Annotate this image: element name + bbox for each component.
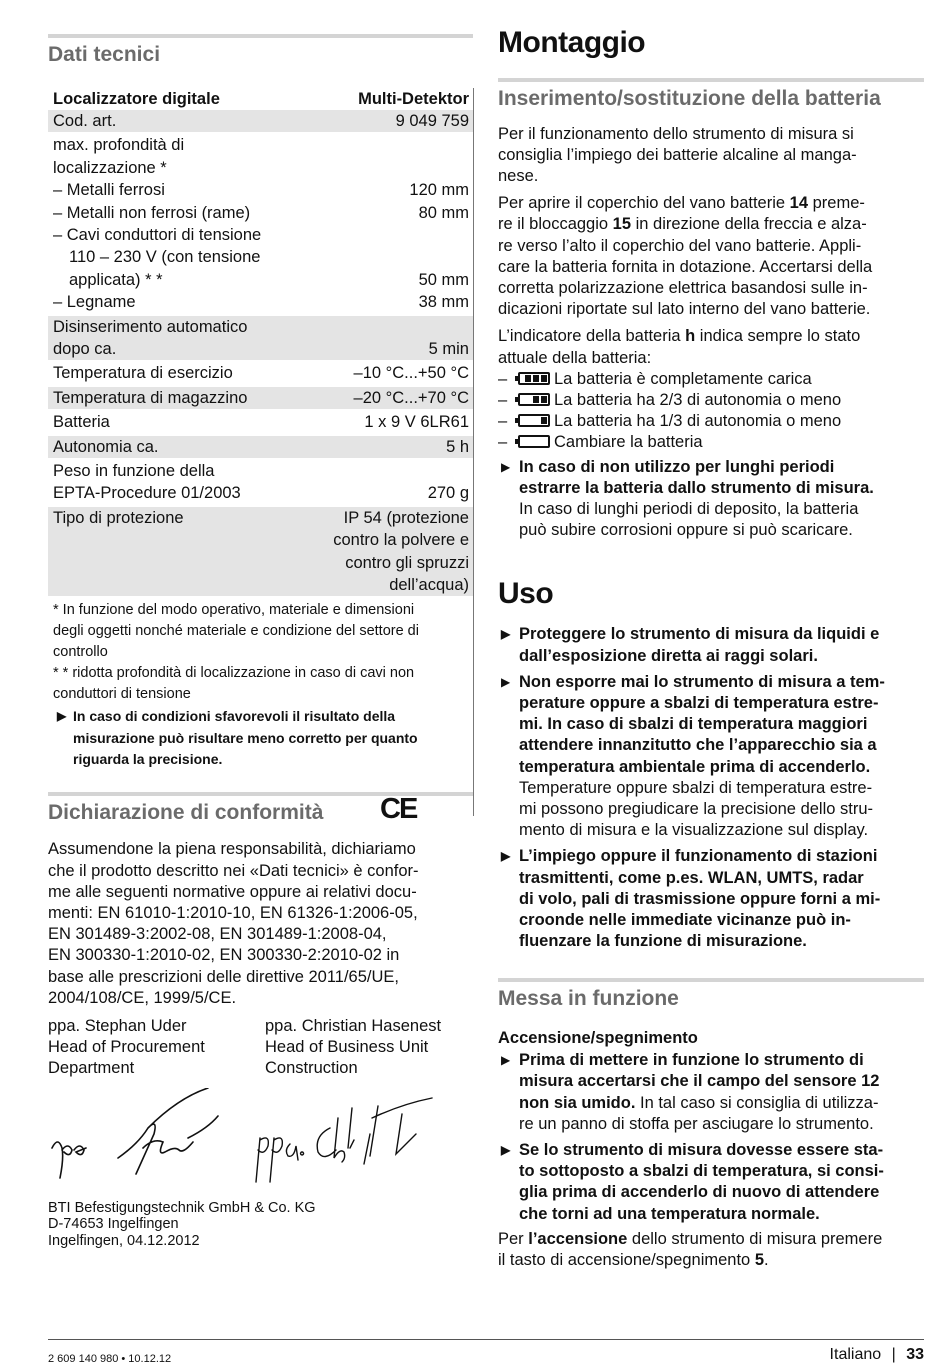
title-uso: Uso <box>498 577 554 611</box>
signature-1 <box>52 1088 218 1178</box>
footnote-line: controllo <box>53 644 108 661</box>
spec-row <box>48 435 473 459</box>
bullet-line: che torni ad una temperatura normale. <box>519 1204 820 1223</box>
bullet-line: glia prima di accenderlo di nuovo di attendere <box>519 1183 880 1202</box>
bullet-line: to sottoposto a sbalzi di temperatura, si consi- <box>519 1162 884 1181</box>
conformita-title-text: Dichiarazione di conformità <box>48 800 324 824</box>
bullet-line: Se lo strumento di misura dovesse essere sta- <box>519 1140 884 1159</box>
text-line: Per il funzionamento dello strumento di misura si <box>498 124 854 143</box>
signer-role: Department <box>48 1059 135 1078</box>
spec-label: Tipo di protezione <box>48 506 303 529</box>
signers <box>48 1016 473 1080</box>
spec-label: applicata) * * <box>69 270 163 289</box>
text-line <box>498 1250 924 1271</box>
dash-marker: – <box>498 412 508 431</box>
battery-level-list <box>498 369 924 454</box>
spec-value <box>303 224 473 246</box>
text-line: menti: EN 61010-1:2010-10, EN 61326-1:2006-05, <box>48 904 418 923</box>
page-number: 33 <box>906 1346 924 1363</box>
text-fragment: indica sempre lo stato <box>695 327 861 346</box>
footer-doc-number: 2 609 140 980 • 10.12.12 <box>48 1353 172 1365</box>
montaggio-p1 <box>498 124 924 188</box>
battery-note <box>498 457 924 542</box>
text-line: che il prodotto descritto nei «Dati tecnici» è confor- <box>48 861 419 880</box>
column-divider <box>473 88 474 816</box>
spec-value <box>303 315 473 338</box>
spec-label: Cod. art. <box>48 110 303 133</box>
dash-marker: – <box>498 390 508 409</box>
spec-row <box>48 410 473 434</box>
note-line: In caso di non utilizzo per lunghi periodi <box>519 457 835 476</box>
signature-2 <box>256 1098 432 1182</box>
text-line <box>498 236 924 257</box>
footnote-line: degli oggetti nonché materiale e condizione del settore di <box>53 623 419 640</box>
messa-bullet-2 <box>498 1140 924 1225</box>
bullet-line: Prima di mettere in funzione lo strumento di <box>519 1051 864 1070</box>
spec-row <box>48 246 473 268</box>
footnote-line: * * ridotta profondità di localizzazione in caso di cavi non <box>53 665 415 682</box>
montaggio-p3 <box>498 326 924 368</box>
footer-page <box>830 1344 924 1365</box>
battery-level-text: La batteria ha 1/3 di autonomia o meno <box>554 412 842 431</box>
text-line <box>498 257 924 278</box>
spec-value: 5 h <box>303 435 473 459</box>
signer-role: Construction <box>265 1059 358 1078</box>
spec-label: – Legname <box>53 293 136 312</box>
bold-fragment: 5 <box>754 1250 765 1269</box>
signer-role: Head of Business Unit <box>265 1038 429 1057</box>
spec-header-value: Multi-Detektor <box>358 89 469 108</box>
dash-marker: – <box>498 433 508 452</box>
spec-value: –20 °C...+70 °C <box>303 386 473 410</box>
spec-label: Peso in funzione della <box>48 459 303 482</box>
bullet-line: mi possono pregiudicare la precisione dello stru- <box>519 799 874 818</box>
dash-marker: – <box>498 369 508 388</box>
text-fragment: L’indicatore della batteria <box>498 327 686 346</box>
bullet-line: Non esporre mai lo strumento di misura a tem- <box>519 672 885 691</box>
footer-separator: | <box>891 1346 896 1363</box>
bullet-line: re un panno di stoffa per asciugare lo strumento. <box>519 1114 874 1133</box>
spec-table-wrap <box>48 88 473 771</box>
bullet-line: trasmittenti, come p.es. WLAN, UMTS, radar <box>519 868 864 887</box>
bold-fragment: 15 <box>612 215 632 234</box>
spec-row <box>48 179 473 201</box>
company-date: Ingelfingen, 04.12.2012 <box>48 1232 200 1249</box>
spec-row <box>48 269 473 291</box>
footnote-line: conduttori di tensione <box>53 686 191 703</box>
spec-value: contro la polvere e <box>303 529 473 551</box>
note-line: estrarre la batteria dallo strumento di misura. <box>519 478 874 497</box>
battery-level-item <box>498 369 924 390</box>
spec-row <box>48 552 473 574</box>
bold-fragment: h <box>685 327 696 346</box>
spec-value: IP 54 (protezione <box>303 506 473 529</box>
ce-mark-icon: CE <box>380 792 417 825</box>
signer-name: ppa. Christian Hasenest <box>265 1017 442 1036</box>
triangle-bullet-icon: ▶ <box>501 1053 511 1068</box>
spec-row <box>48 361 473 385</box>
text-line <box>498 193 924 214</box>
triangle-bullet-icon: ▶ <box>501 627 511 642</box>
bullet-line: croonde nelle immediate vicinanze può in- <box>519 911 851 929</box>
bullet-line: dall’esposizione diretta ai raggi solari. <box>519 646 818 665</box>
spec-label: – Metalli non ferrosi (rame) <box>53 203 251 222</box>
battery-icon <box>518 393 550 406</box>
bullet-line: Proteggere lo strumento di misura da liquidi e <box>519 625 880 644</box>
spec-table <box>48 88 473 597</box>
bullet-line: Temperature oppure sbalzi di temperatura estre- <box>519 778 873 797</box>
text-line <box>498 278 924 299</box>
text-fragment: in direzione della freccia e alza- <box>631 215 867 234</box>
spec-row <box>48 574 473 596</box>
bold-fragment: 14 <box>789 194 809 213</box>
text-fragment: il tasto di accensione/spegnimento <box>498 1250 755 1269</box>
text-line: base alle prescrizioni delle direttive 2011/65/UE, <box>48 967 399 986</box>
battery-level-item <box>498 390 924 411</box>
subheading-accensione: Accensione/spegnimento <box>498 1028 698 1047</box>
warning-line: riguarda la precisione. <box>73 751 223 768</box>
bold-fragment: non sia umido. <box>519 1093 636 1112</box>
spec-row <box>48 459 473 482</box>
footnote-line: * In funzione del modo operativo, materiale e dimensioni <box>53 602 415 619</box>
text-fragment: re il bloccaggio <box>498 215 613 234</box>
spec-value: 120 mm <box>409 181 469 200</box>
spec-label: Disinserimento automatico <box>48 315 303 338</box>
spec-row <box>48 133 473 156</box>
spec-header-row <box>48 88 473 110</box>
spec-value: 5 min <box>303 338 473 361</box>
bullet-line: misura accertarsi che il campo del sensore 12 <box>519 1072 880 1091</box>
section-title-batteria: Inserimento/sostituzione della batteria <box>498 78 924 110</box>
battery-icon <box>518 372 550 385</box>
battery-level-text: La batteria ha 2/3 di autonomia o meno <box>554 390 842 409</box>
warning-line: misurazione può risultare meno corretto per quanto <box>73 729 418 746</box>
spec-value: 80 mm <box>418 203 469 222</box>
text-line <box>498 348 924 369</box>
spec-label: Autonomia ca. <box>48 435 303 459</box>
spec-value: –10 °C...+50 °C <box>303 361 473 385</box>
spec-row <box>48 529 473 551</box>
battery-icon <box>518 435 550 448</box>
text-fragment: Per <box>498 1229 529 1248</box>
spec-value: 38 mm <box>418 293 469 312</box>
spec-label: Temperatura di esercizio <box>48 361 303 385</box>
footer-language: Italiano <box>829 1346 882 1363</box>
battery-level-text: Cambiare la batteria <box>554 433 703 452</box>
bullet-line: mi. In caso di sbalzi di temperatura maggiori <box>519 715 868 734</box>
bullet-line: temperatura ambientale prima di accenderlo. <box>519 757 871 776</box>
triangle-bullet-icon: ▶ <box>57 709 67 724</box>
bullet-line <box>519 1093 924 1114</box>
section-title-dati-tecnici: Dati tecnici <box>48 34 473 66</box>
triangle-bullet-icon: ▶ <box>501 849 511 864</box>
note-line: può subire corrosioni oppure si può scaricare. <box>519 521 853 540</box>
left-column <box>48 0 473 1249</box>
spec-value: 270 g <box>427 484 469 503</box>
text-line: EN 301489-3:2002-08, EN 301489-1:2008-04, <box>48 925 387 944</box>
text-fragment: Per aprire il coperchio del vano batterie <box>498 194 790 213</box>
text-line <box>498 326 924 347</box>
company-name: BTI Befestigungstechnik GmbH & Co. KG <box>48 1199 316 1216</box>
spec-row <box>48 157 473 179</box>
text-line: Assumendone la piena responsabilità, dichiariamo <box>48 840 416 859</box>
section-title-messa: Messa in funzione <box>498 978 924 1010</box>
text-line <box>498 214 924 235</box>
spec-label: 110 – 230 V (con tensione <box>69 248 261 267</box>
spec-row <box>48 386 473 410</box>
signer-name: ppa. Stephan Uder <box>48 1017 187 1036</box>
spec-label: max. profondità di <box>48 133 303 156</box>
spec-label: dopo ca. <box>48 338 303 361</box>
bullet-line: L’impiego oppure il funzionamento di stazioni <box>519 847 878 866</box>
spec-row <box>48 506 473 529</box>
spec-row <box>48 482 473 505</box>
bullet-line: fluenzare la funzione di misurazione. <box>519 932 807 951</box>
battery-level-item <box>498 432 924 453</box>
spec-label <box>48 529 303 551</box>
triangle-bullet-icon: ▶ <box>501 1142 511 1157</box>
spec-value <box>303 459 473 482</box>
bullet-line: di volo, pali di trasmissione oppure forni a mi- <box>519 889 881 908</box>
text-fragment: care la batteria fornita in dotazione. Accertarsi della <box>498 257 873 276</box>
uso-bullet-1 <box>498 624 924 666</box>
conformita-text <box>48 839 473 1009</box>
text-fragment: dello strumento di misura premere <box>627 1229 883 1248</box>
title-montaggio: Montaggio <box>498 26 646 59</box>
text-fragment: . <box>764 1250 769 1269</box>
section-title-conformita <box>48 792 473 824</box>
spec-label <box>48 552 303 574</box>
montaggio-p2 <box>498 193 924 320</box>
spec-label: Temperatura di magazzino <box>48 386 303 410</box>
spec-label: EPTA-Procedure 01/2003 <box>53 484 241 503</box>
right-column <box>498 0 924 1271</box>
spec-header-label: Localizzatore digitale <box>53 89 220 108</box>
spec-label: Batteria <box>48 410 303 434</box>
signer-1 <box>48 1016 265 1080</box>
spec-label: localizzazione * <box>53 158 167 177</box>
text-line: nese. <box>498 166 539 185</box>
bullet-line: attendere innanzitutto che l’apparecchio sia a <box>519 736 877 755</box>
spec-label: – Metalli ferrosi <box>53 181 165 200</box>
spec-value <box>303 246 473 268</box>
spec-value <box>303 157 473 179</box>
footer-rule <box>48 1339 924 1340</box>
footnote-1 <box>48 600 473 663</box>
messa-paragraph <box>498 1229 924 1271</box>
text-line: 2004/108/CE, 1999/5/CE. <box>48 988 237 1007</box>
spec-row <box>48 291 473 314</box>
text-fragment: dicazioni riportate sul lato interno del vano batterie. <box>498 300 871 319</box>
note-line: In caso di lunghi periodi di deposito, la batteria <box>519 499 859 518</box>
uso-bullet-3 <box>498 846 924 952</box>
footnote-2 <box>48 663 473 705</box>
company-city: D-74653 Ingelfingen <box>48 1216 179 1233</box>
text-line: EN 300330-1:2010-02, EN 300330-2:2010-02 in <box>48 946 400 965</box>
spec-value <box>303 133 473 156</box>
text-line: me alle seguenti normative oppure ai relativi docu- <box>48 882 417 901</box>
spec-value: 50 mm <box>418 270 469 289</box>
bold-fragment: l’accensione <box>528 1229 628 1248</box>
warning-note <box>53 706 473 771</box>
battery-level-item <box>498 411 924 432</box>
text-line: consiglia l’impiego dei batterie alcaline al manga- <box>498 145 857 164</box>
spec-row <box>48 315 473 338</box>
text-fragment: corretta polarizzazione elettrica basandosi sulle in- <box>498 278 868 297</box>
spec-value: dell’acqua) <box>303 574 473 596</box>
spec-value: 9 049 759 <box>303 110 473 133</box>
spec-row <box>48 338 473 361</box>
warning-line: In caso di condizioni sfavorevoli il risultato della <box>73 708 396 725</box>
spec-value: contro gli spruzzi <box>303 552 473 574</box>
spec-row <box>48 202 473 224</box>
triangle-bullet-icon: ▶ <box>501 459 511 474</box>
text-fragment: In tal caso si consiglia di utilizza- <box>635 1093 879 1112</box>
bullet-line: mento di misura e la visualizzazione sul display. <box>519 821 869 840</box>
spec-row <box>48 110 473 133</box>
spec-value: 1 x 9 V 6LR61 <box>303 410 473 434</box>
text-line <box>498 1229 924 1250</box>
spec-label <box>48 574 303 596</box>
signer-2 <box>265 1016 441 1080</box>
battery-level-text: La batteria è completamente carica <box>554 369 812 388</box>
text-line <box>498 299 924 320</box>
battery-icon <box>518 414 550 427</box>
signatures-image <box>48 1088 473 1188</box>
messa-bullet-1 <box>498 1050 924 1135</box>
uso-bullet-2 <box>498 672 924 842</box>
text-fragment: attuale della batteria: <box>498 348 652 367</box>
text-fragment: preme- <box>808 194 865 213</box>
spec-row <box>48 224 473 246</box>
company-address <box>48 1200 473 1250</box>
bullet-line: perature oppure a sbalzi di temperatura estre- <box>519 693 879 712</box>
spec-label: – Cavi conduttori di tensione <box>53 225 262 244</box>
triangle-bullet-icon: ▶ <box>501 674 511 689</box>
signer-role: Head of Procurement <box>48 1038 205 1057</box>
text-fragment: re verso l’alto il coperchio del vano batterie. Appli- <box>498 236 862 255</box>
